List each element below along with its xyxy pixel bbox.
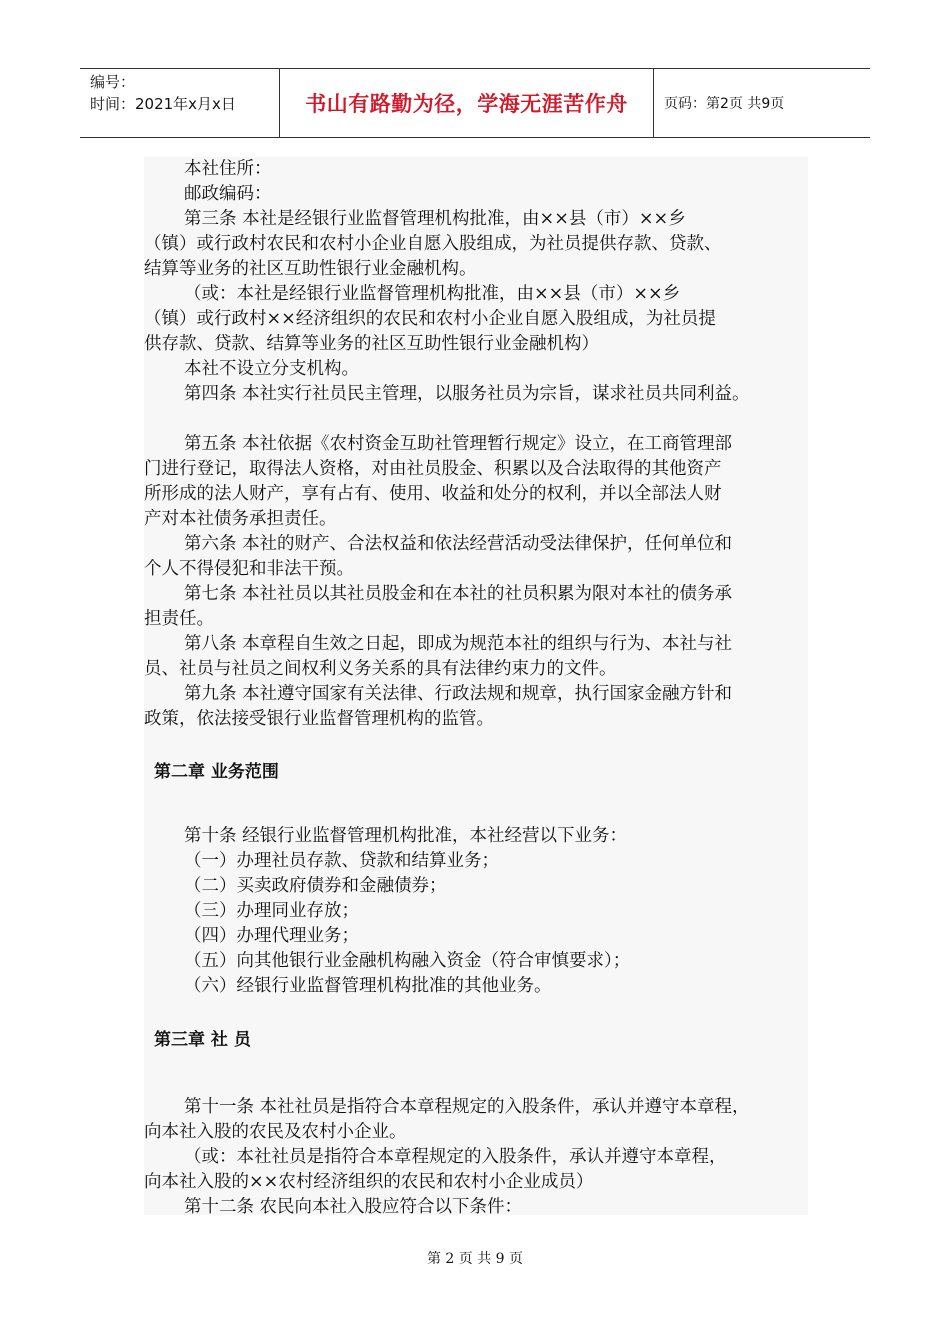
header-page-info: 页码：第2页 共9页 [664,96,785,112]
article-3: 第三条 本社是经银行业监督管理机构批准，由××县（市）××乡 [184,209,686,229]
article-10: 第十条 经银行业监督管理机构批准，本社经营以下业务： [184,826,628,846]
article-7: 第七条 本社社员以其社员股金和在本社的社员积累为限对本社的债务承 [184,584,733,604]
list-item: （五）向其他银行业金融机构融入资金（符合审慎要求）； [184,951,631,971]
text-line: 担责任。 [144,609,214,629]
list-item: （三）办理同业存放； [184,901,359,921]
text-line: 本社不设立分支机构。 [184,359,359,379]
text-line: 供存款、贷款、结算等业务的社区互助性银行业金融机构） [144,334,599,354]
text-line: 向本社入股的农民及农村小企业。 [144,1122,407,1142]
text-line: （镇）或行政村农民和农村小企业自愿入股组成，为社员提供存款、贷款、 [144,234,722,254]
text-line: 产对本社债务承担责任。 [144,509,337,529]
header-motto: 书山有路勤为径，学海无涯苦作舟 [305,92,628,116]
page-header [80,68,870,138]
chapter-3-heading: 第三章 社 员 [154,1030,251,1050]
text-line: 邮政编码： [184,184,272,204]
document-date-label: 时间：2021年x月x日 [90,95,236,113]
header-motto-cell [280,69,654,137]
page-footer: 第 2 页 共 9 页 [426,1251,524,1267]
article-11: 第十一条 本社社员是指符合本章程规定的入股条件，承认并遵守本章程， [184,1097,750,1117]
article-9: 第九条 本社遵守国家有关法律、行政法规和规章，执行国家金融方针和 [184,684,733,704]
article-4: 第四条 本社实行社员民主管理，以服务社员为宗旨，谋求社员共同利益。 [184,384,750,404]
text-line: 员、社员与社员之间权利义务关系的具有法律约束力的文件。 [144,659,617,679]
article-12: 第十二条 农民向本社入股应符合以下条件： [184,1197,523,1217]
document-number-label: 编号： [90,73,136,91]
chapter-2-heading: 第二章 业务范围 [154,762,279,782]
header-meta [80,69,280,137]
text-line: 向本社入股的××农村经济组织的农民和农村小企业成员） [144,1172,594,1192]
text-line: （或：本社社员是指符合本章程规定的入股条件，承认并遵守本章程， [184,1147,727,1167]
text-line: 本社住所： [184,159,272,179]
text-line: 所形成的法人财产，享有占有、使用、收益和处分的权利，并以全部法人财 [144,484,722,504]
article-6: 第六条 本社的财产、合法权益和依法经营活动受法律保护，任何单位和 [184,534,733,554]
article-5: 第五条 本社依据《农村资金互助社管理暂行规定》设立，在工商管理部 [184,434,733,454]
text-line: （镇）或行政村××经济组织的农民和农村小企业自愿入股组成，为社员提 [144,309,716,329]
text-line: 结算等业务的社区互助性银行业金融机构。 [144,259,477,279]
list-item: （六）经银行业监督管理机构批准的其他业务。 [184,976,552,996]
article-8: 第八条 本章程自生效之日起，即成为规范本社的组织与行为、本社与社 [184,634,733,654]
text-line: （或：本社是经银行业监督管理机构批准，由××县（市）××乡 [184,284,681,304]
list-item: （四）办理代理业务； [184,926,359,946]
document-body [144,157,808,1215]
list-item: （一）办理社员存款、贷款和结算业务； [184,851,499,871]
list-item: （二）买卖政府债券和金融债券； [184,876,447,896]
text-line: 个人不得侵犯和非法干预。 [144,559,354,579]
text-line: 门进行登记，取得法人资格，对由社员股金、积累以及合法取得的其他资产 [144,459,722,479]
text-line: 政策，依法接受银行业监督管理机构的监管。 [144,709,494,729]
